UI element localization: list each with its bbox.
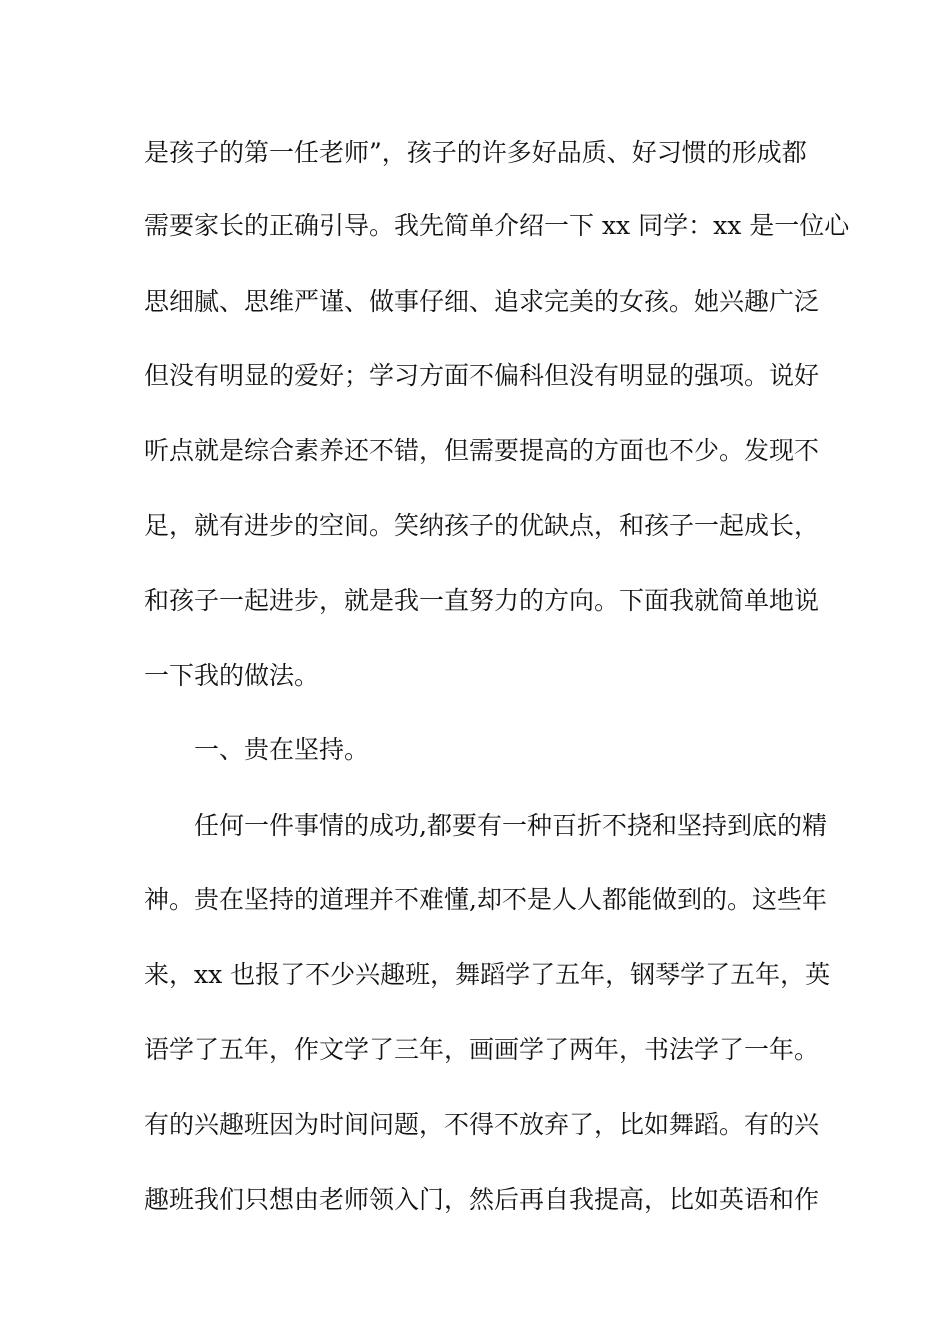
text-line: 语学了五年，作文学了三年，画画学了两年，书法学了一年。 [144,1035,820,1064]
text-line: 一下我的做法。 [144,661,320,690]
text-line: 任何一件事情的成功,都要有一种百折不挠和坚持到底的精 [194,811,827,840]
text-line: 听点就是综合素养还不错，但需要提高的方面也不少。发现不 [144,436,820,465]
text-line: 和孩子一起进步，就是我一直努力的方向。下面我就简单地说 [144,586,820,615]
text-line: 趣班我们只想由老师领入门，然后再自我提高，比如英语和作 [144,1185,820,1214]
text-line: 但没有明显的爱好；学习方面不偏科但没有明显的强项。说好 [144,361,820,390]
text-line: 需要家长的正确引导。我先简单介绍一下 xx 同学：xx 是一位心 [144,211,850,240]
text-line: 来，xx 也报了不少兴趣班，舞蹈学了五年，钢琴学了五年，英 [144,960,831,989]
text-line: 思细腻、思维严谨、做事仔细、追求完美的女孩。她兴趣广泛 [144,287,820,316]
text-line: 是孩子的第一任老师”，孩子的许多好品质、好习惯的形成都 [144,138,807,167]
text-line: 神。贵在坚持的道理并不难懂,却不是人人都能做到的。这些年 [144,885,827,914]
text-line: 有的兴趣班因为时间问题，不得不放弃了，比如舞蹈。有的兴 [144,1110,820,1139]
text-line: 足，就有进步的空间。笑纳孩子的优缺点，和孩子一起成长， [144,511,820,540]
section-heading: 一、贵在坚持。 [194,735,370,764]
